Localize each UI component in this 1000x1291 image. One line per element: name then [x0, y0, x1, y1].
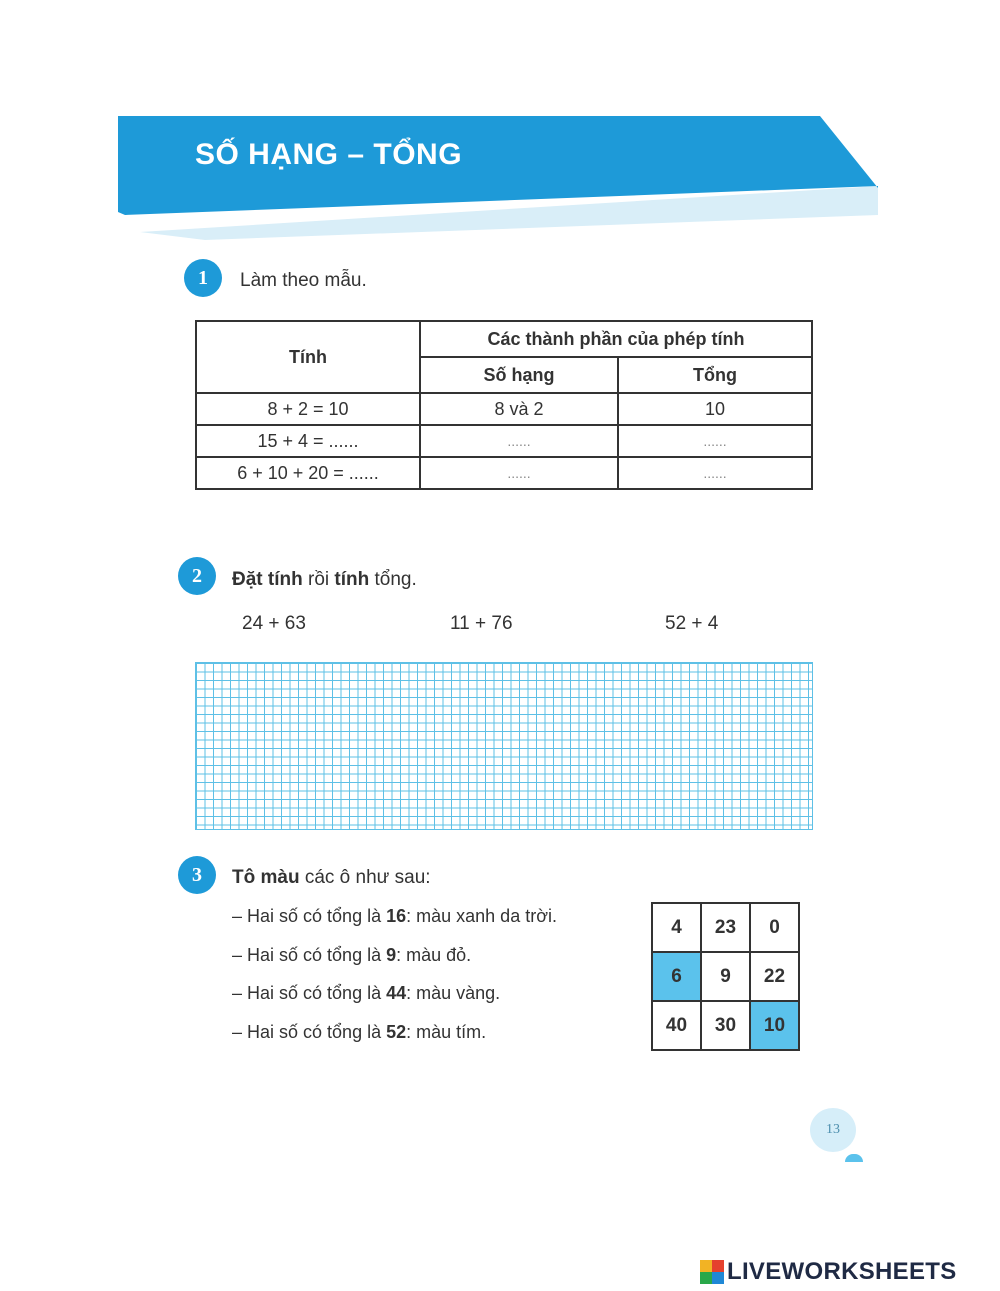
exercise-3-badge: 3 — [178, 856, 216, 894]
rule-item: – Hai số có tổng là 44: màu vàng. — [232, 983, 501, 1003]
liveworksheets-brand — [700, 1258, 957, 1286]
liveworksheets-wordmark: LIVEWORKSHEETS — [727, 1258, 957, 1285]
page-title: SỐ HẠNG – TỔNG — [195, 138, 463, 171]
expression-2: 11 + 76 — [450, 613, 513, 634]
expression-3: 52 + 4 — [665, 613, 719, 634]
number-grid — [651, 902, 800, 1051]
header-calc: Tính — [196, 321, 420, 393]
grid-cell-highlighted[interactable]: 6 — [652, 952, 701, 1001]
row-1-sum: 10 — [618, 393, 812, 425]
color-rules-list — [232, 906, 557, 1060]
header-components: Các thành phần của phép tính — [420, 321, 812, 357]
components-table — [195, 320, 813, 490]
exercise-2-badge: 2 — [178, 557, 216, 595]
grid-cell[interactable]: 22 — [750, 952, 799, 1001]
rule-item: – Hai số có tổng là 16: màu xanh da trời. — [232, 906, 557, 926]
rule-item: – Hai số có tổng là 9: màu đỏ. — [232, 944, 472, 965]
header-addends: Số hạng — [420, 357, 618, 393]
grid-cell[interactable]: 40 — [652, 1001, 701, 1050]
grid-cell-highlighted[interactable]: 10 — [750, 1001, 799, 1050]
grid-cell[interactable]: 0 — [750, 903, 799, 952]
header-sum: Tổng — [618, 357, 812, 393]
grid-cell[interactable]: 30 — [701, 1001, 750, 1050]
rule-item: – Hai số có tổng là 52: màu tím. — [232, 1021, 487, 1042]
exercise-3-instruction: Tô màu các ô như sau: — [232, 867, 431, 888]
row-1-calc: 8 + 2 = 10 — [196, 393, 420, 425]
grid-cell[interactable]: 9 — [701, 952, 750, 1001]
expression-1: 24 + 63 — [242, 613, 306, 634]
exercise-1-instruction: Làm theo mẫu. — [240, 270, 367, 291]
header-banner — [0, 0, 1000, 260]
row-2-sum-blank[interactable]: ...... — [618, 425, 812, 457]
exercise-2-instruction: Đặt tính rồi tính tổng. — [232, 569, 417, 590]
row-3-calc: 6 + 10 + 20 = ...... — [196, 457, 420, 489]
liveworksheets-logo-icon — [700, 1260, 724, 1284]
calculation-grid[interactable] — [195, 662, 813, 830]
page-number-accent — [845, 1154, 863, 1162]
row-3-addends-blank[interactable]: ...... — [420, 457, 618, 489]
grid-cell[interactable]: 4 — [652, 903, 701, 952]
row-1-addends: 8 và 2 — [420, 393, 618, 425]
exercise-1-badge: 1 — [184, 259, 222, 297]
page-number: 13 — [810, 1108, 856, 1152]
row-3-sum-blank[interactable]: ...... — [618, 457, 812, 489]
grid-cell[interactable]: 23 — [701, 903, 750, 952]
row-2-addends-blank[interactable]: ...... — [420, 425, 618, 457]
row-2-calc: 15 + 4 = ...... — [196, 425, 420, 457]
